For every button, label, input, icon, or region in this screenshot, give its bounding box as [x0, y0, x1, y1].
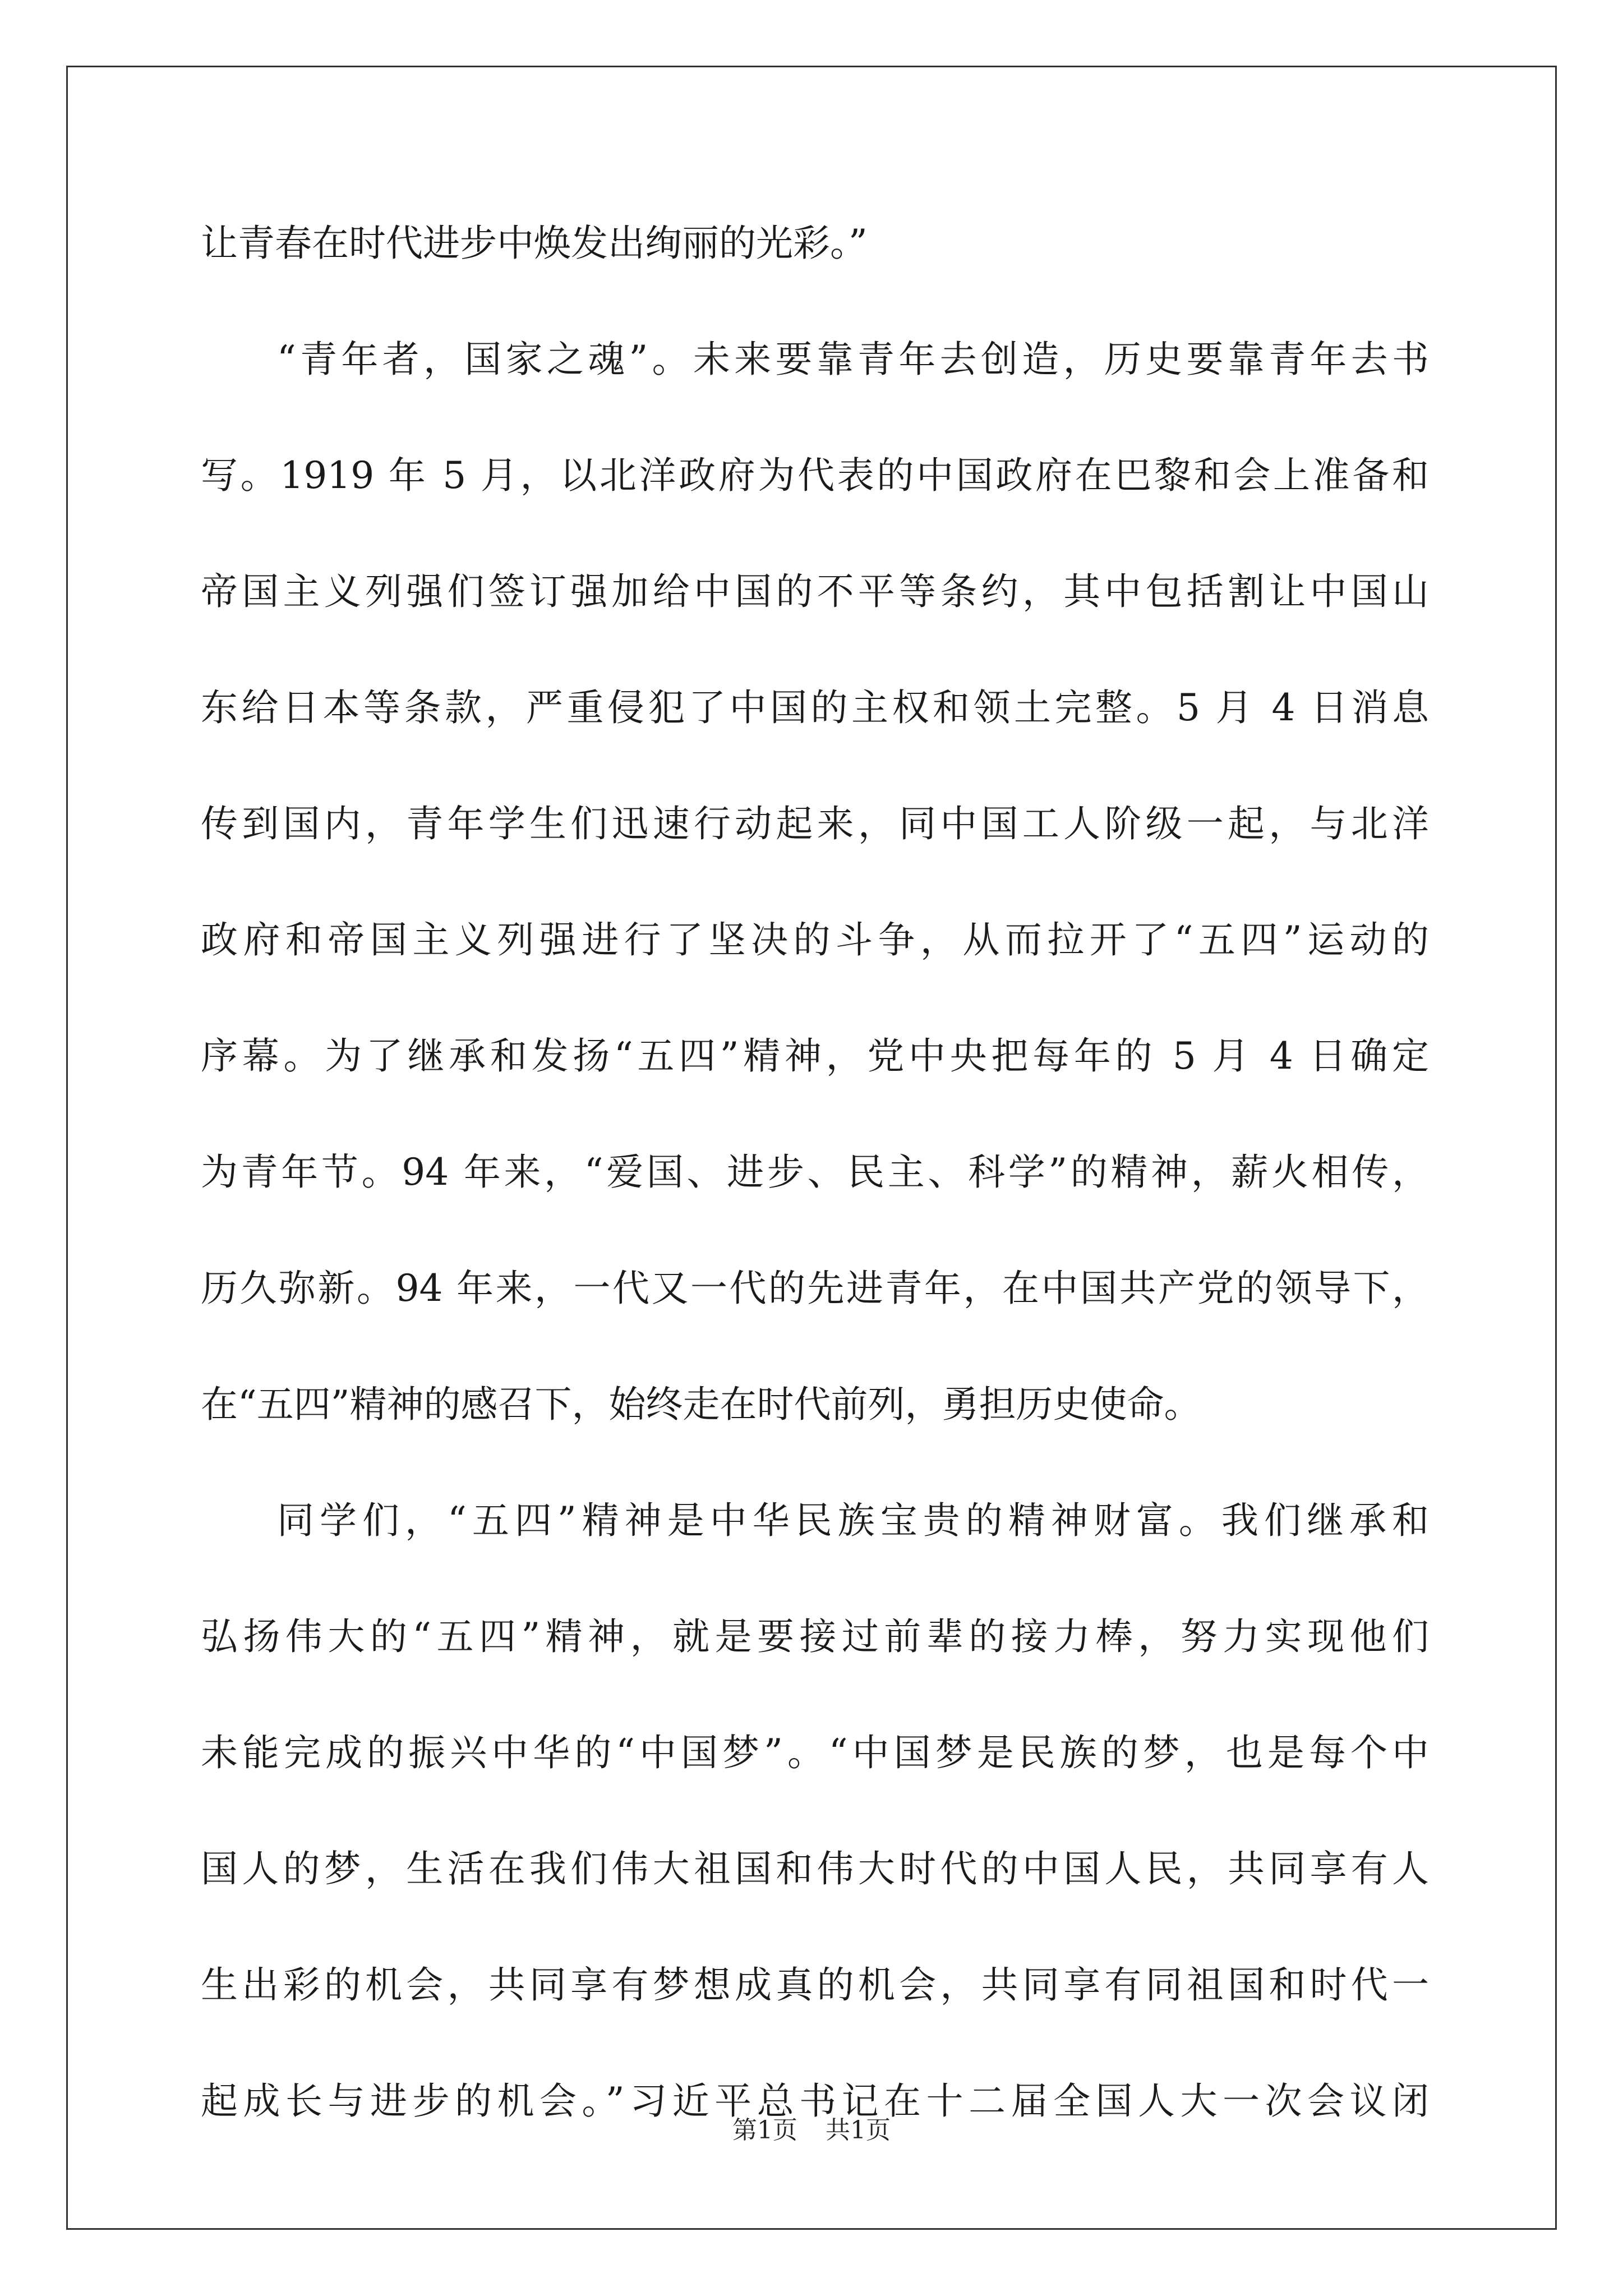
text-line: 政府和帝国主义列强进行了坚决的斗争，从而拉开了“五四”运动的 [201, 918, 1429, 961]
text-line: 起成长与进步的机会。”习近平总书记在十二届全国人大一次会议闭 [201, 2079, 1429, 2123]
text-line: 弘扬伟大的“五四”精神，就是要接过前辈的接力棒，努力实现他们 [201, 1615, 1429, 1658]
text-line: 国人的梦，生活在我们伟大祖国和伟大时代的中国人民，共同享有人 [201, 1847, 1429, 1890]
text-line: 写。1919 年 5 月，以北洋政府为代表的中国政府在巴黎和会上准备和 [201, 454, 1429, 497]
text-line: 历久弥新。94 年来，一代又一代的先进青年，在中国共产党的领导下， [201, 1267, 1429, 1310]
text-line: 未能完成的振兴中华的“中国梦”。“中国梦是民族的梦，也是每个中 [201, 1731, 1429, 1774]
text-line: 在“五四”精神的感召下，始终走在时代前列，勇担历史使命。 [201, 1383, 1201, 1426]
text-line: 为青年节。94 年来，“爱国、进步、民主、科学”的精神，薪火相传， [201, 1151, 1429, 1194]
page-total: 共1页 [826, 2116, 891, 2145]
page-number: 第1页 [732, 2116, 797, 2145]
page-footer [0, 2114, 1623, 2147]
text-line: 序幕。为了继承和发扬“五四”精神，党中央把每年的 5 月 4 日确定 [201, 1034, 1429, 1078]
paragraph-start-line: “青年者，国家之魂”。未来要靠青年去创造，历史要靠青年去书 [277, 338, 1429, 381]
paragraph-start-line: 同学们，“五四”精神是中华民族宝贵的精神财富。我们继承和 [277, 1499, 1429, 1542]
text-line: 东给日本等条款，严重侵犯了中国的主权和领土完整。5 月 4 日消息 [201, 686, 1429, 729]
text-line: 传到国内，青年学生们迅速行动起来，同中国工人阶级一起，与北洋 [201, 802, 1429, 845]
text-line: 帝国主义列强们签订强加给中国的不平等条约，其中包括割让中国山 [201, 570, 1429, 613]
text-line: 让青春在时代进步中焕发出绚丽的光彩。” [201, 222, 868, 265]
text-line: 生出彩的机会，共同享有梦想成真的机会，共同享有同祖国和时代一 [201, 1963, 1429, 2007]
document-body [201, 185, 1429, 2159]
